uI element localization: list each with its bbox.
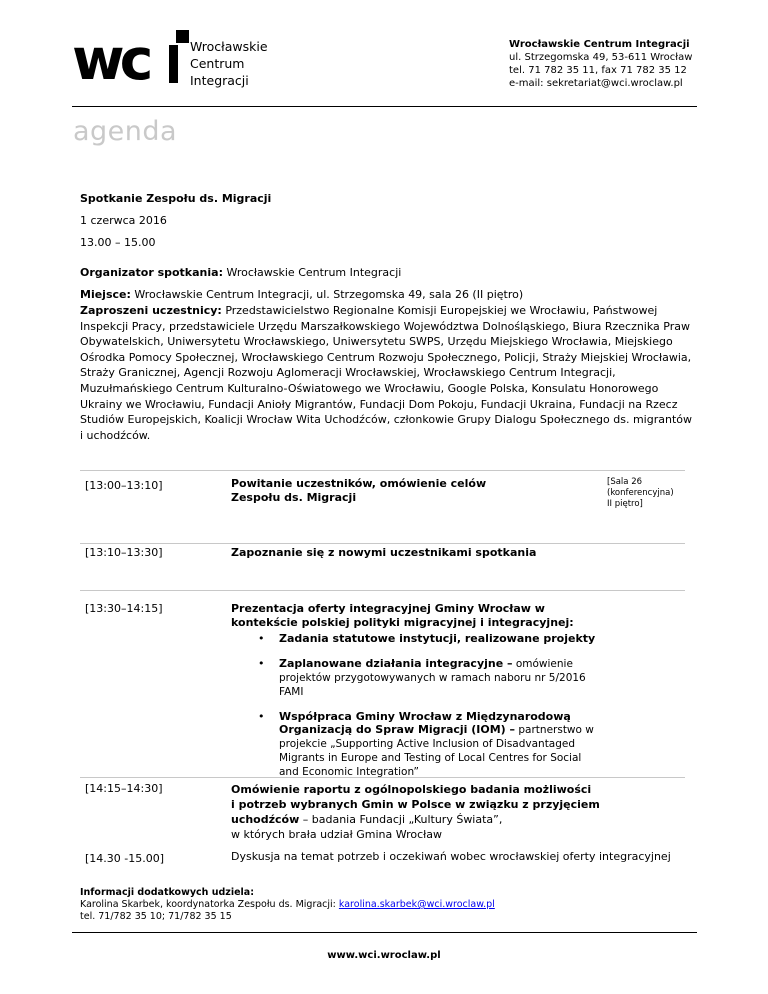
organizer-label: Organizator spotkania: [80,266,223,279]
place-value: Wrocławskie Centrum Integracji, ul. Strzegomska 49, sala 26 (II piętro) [134,288,524,301]
room-line-3: II piętro] [607,499,643,509]
agenda-time-4: [14:15–14:30] [85,782,163,795]
agenda-bullet-list [231,632,601,790]
agenda-topic-3 [231,602,574,630]
invited-value: Przedstawicielstwo Regionalne Komisji Europejskiej we Wrocławiu, Państwowej Inspekcji Pracy, przedstawiciele Urzędu Marszałkowskiego Województwa Dolnośląskiego, Biura Rzecznika Praw Obywatelskich, Uniwersytetu Wrocławskiego, Uniwersytetu SWPS, Urzędu Miejskiego Wrocławia, Miejskiego Ośrodka Pomocy Społecznej, Wrocławskiego Centrum Rozwoju Społecznego, Policji, Straży Miejskiej Wrocławia, Straży Granicznej, Agencji Rozwoju Aglomeracji Wrocławskiej, Wrocławskiego Centrum Integracji, Muzułmańskiego Centrum Kulturalno-Oświatowego we Wrocławiu, Google Polska, Konsulatu Honorowego Ukrainy we Wrocławiu, Fundacji Anioły Migrantów, Fundacji Dom Pokoju, Fundacji Ukraina, Fundacji na Rzecz Studiów Europejskich, Koalicji Wrocław Wita Uchodźców, członkowie Grupy Dialogu Społecznego ds. migrantów i uchodźców. [80,304,692,442]
contact-phone: tel. 71/782 35 10; 71/782 35 15 [80,911,232,922]
agenda-time-5: [14.30 -15.00] [85,852,165,865]
agenda-row-divider [80,543,685,544]
report-line-3-rest: – badania Fundacji „Kultury Świata”, [299,813,503,826]
agenda-topic-1-line-2: Zespołu ds. Migracji [231,491,357,504]
logo-word-2: Centrum [190,56,245,71]
logo-word-1: Wrocławskie [190,39,268,54]
document-title: agenda [73,116,178,147]
footer-website: www.wci.wroclaw.pl [327,950,441,961]
list-item [231,710,601,779]
bullet-3-rest: partnerstwo w projekcie „Supporting Active Inclusion of Disadvantaged Migrants in Europe and Testing of Local Centres for Social and Economic Integration” [279,724,594,778]
agenda-topic-1 [231,477,486,505]
report-line-4: w których brała udział Gmina Wrocław [231,828,443,841]
report-line-1: Omówienie raportu z ogólnopolskiego badania możliwości [231,783,592,796]
contact-email-link[interactable]: karolina.skarbek@wci.wroclaw.pl [338,899,495,910]
logo-word-3: Integracji [190,73,249,88]
agenda-topic-4 [231,782,611,842]
bullet-2-rest: omówienie projektów przygotowywanych w ramach naboru nr 5/2016 FAMI [279,658,586,698]
logo-i-stem [169,45,178,83]
meeting-hours: 13.00 – 15.00 [80,236,156,249]
invited-label: Zaproszeni uczestnicy: [80,304,222,317]
logo-words [190,38,268,89]
list-item [231,657,601,699]
logo-mark: wc [72,27,149,93]
meeting-title: Spotkanie Zespołu ds. Migracji [80,192,272,205]
meeting-date: 1 czerwca 2016 [80,214,167,227]
room-line-2: (konferencyjna) [607,488,674,498]
place-label: Miejsce: [80,288,131,301]
list-item [231,632,601,646]
agenda-row-divider [80,590,685,591]
agenda-topic-3-line-2: kontekście polskiej polityki migracyjnej i integracyjnej: [231,616,574,629]
wci-logo [72,27,272,93]
org-email: e-mail: sekretariat@wci.wroclaw.pl [509,78,683,89]
contact-person: Karolina Skarbek, koordynatorka Zespołu ds. Migracji: [80,899,339,910]
bullet-3-bold: Współpraca Gminy Wrocław z Międzynarodową Organizacją do Spraw Migracji (IOM) – [279,710,571,736]
org-address: ul. Strzegomska 49, 53-611 Wrocław [509,52,693,63]
org-phone: tel. 71 782 35 11, fax 71 782 35 12 [509,65,687,76]
bullet-1-bold: Zadania statutowe instytucji, realizowane projekty [279,632,596,645]
agenda-time-1: [13:00–13:10] [85,479,163,492]
bullet-2-bold: Zaplanowane działania integracyjne – [279,657,513,670]
room-line-1: [Sala 26 [607,477,643,487]
contact-label: Informacji dodatkowych udziela: [80,887,255,898]
header-divider [72,106,697,107]
organization-address [509,38,692,90]
logo-dot [176,30,189,43]
report-line-3-bold: uchodźców [231,813,300,826]
organizer-value: Wrocławskie Centrum Integracji [226,266,402,279]
agenda-room [607,477,674,510]
footer-divider [72,932,697,933]
agenda-topic-2: Zapoznanie się z nowymi uczestnikami spotkania [231,546,537,559]
agenda-time-2: [13:10–13:30] [85,546,163,559]
contact-person-line [80,899,495,911]
organizer-line [80,265,401,280]
agenda-row-divider [80,470,685,471]
agenda-time-3: [13:30–14:15] [85,602,163,615]
invited-participants [80,303,696,443]
contact-info [80,887,495,923]
agenda-topic-5: Dyskusja na temat potrzeb i oczekiwań wobec wrocławskiej oferty integracyjnej [231,850,671,863]
org-name: Wrocławskie Centrum Integracji [509,39,690,50]
agenda-row-divider [80,777,685,778]
agenda-topic-1-line-1: Powitanie uczestników, omówienie celów [231,477,487,490]
agenda-topic-3-line-1: Prezentacja oferty integracyjnej Gminy Wrocław w [231,602,545,615]
report-line-2: i potrzeb wybranych Gmin w Polsce w związku z przyjęciem [231,798,600,811]
place-line [80,287,523,302]
report-line-3 [231,812,611,827]
